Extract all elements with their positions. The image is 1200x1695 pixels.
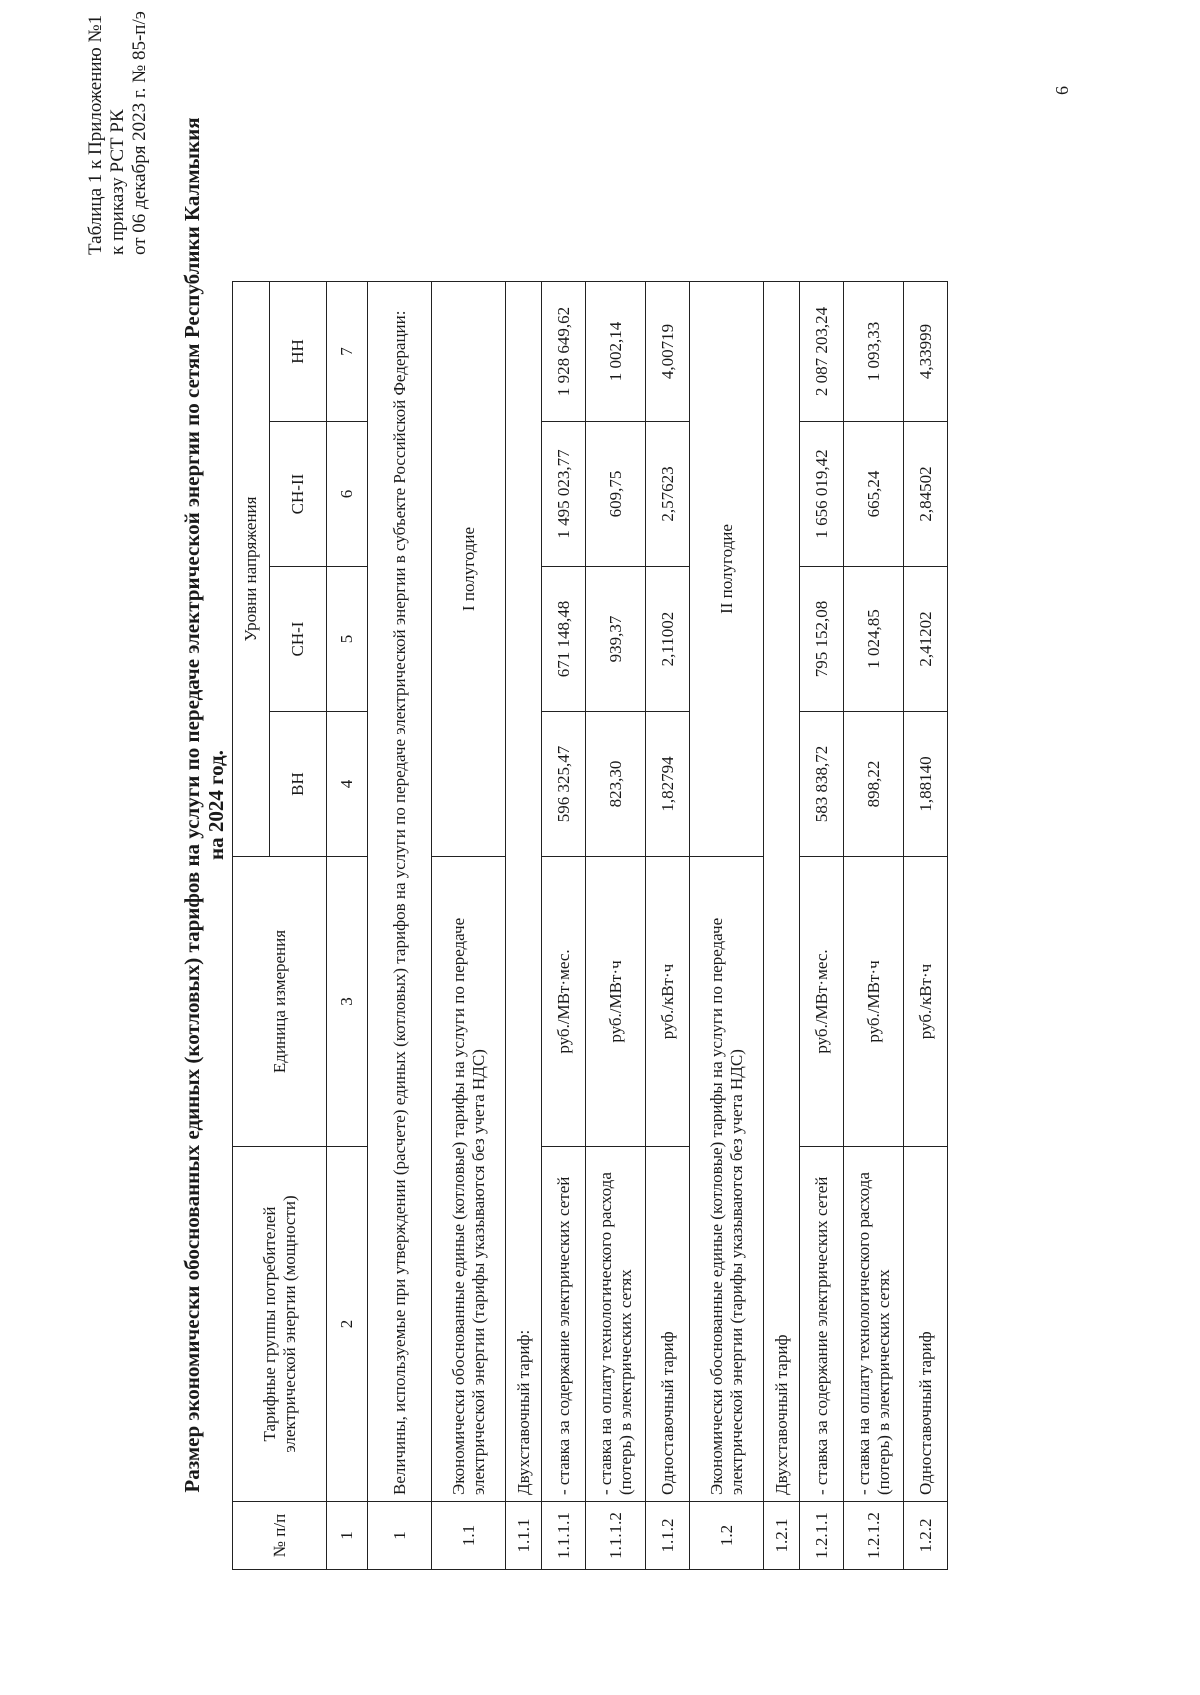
col-header-sn2: СН-II — [270, 422, 327, 567]
table-row — [800, 282, 844, 1570]
row-value-sn2: 609,75 — [586, 422, 646, 567]
header-note-line: к приказу РСТ РК — [107, 109, 128, 255]
col-index: 7 — [327, 282, 368, 422]
row-value-vn: 823,30 — [586, 712, 646, 857]
header-note-line: от 06 декабря 2023 г. № 85-п/э — [129, 11, 150, 255]
col-index: 6 — [327, 422, 368, 567]
row-unit: руб./кВт·ч — [904, 857, 948, 1147]
row-value-vn: 1,82794 — [646, 712, 690, 857]
row-value-sn2: 665,24 — [844, 422, 904, 567]
row-value-sn1: 939,37 — [586, 567, 646, 712]
row-num: 1.1.1 — [506, 1502, 542, 1570]
row-value-nn: 1 002,14 — [586, 282, 646, 422]
table-row — [844, 282, 904, 1570]
header-note-line: Таблица 1 к Приложению №1 — [85, 14, 106, 255]
col-header-vn: ВН — [270, 712, 327, 857]
row-value-sn2: 2,57623 — [646, 422, 690, 567]
col-index: 3 — [327, 857, 368, 1147]
row-value-sn1: 2,41202 — [904, 567, 948, 712]
row-unit: руб./кВт·ч — [646, 857, 690, 1147]
row-text: - ставка за содержание электрических сетей — [800, 1147, 844, 1502]
row-text: - ставка на оплату технологического расхода (потерь) в электрических сетях — [586, 1147, 646, 1502]
row-value-sn2: 1 656 019,42 — [800, 422, 844, 567]
row-unit: руб./МВт·мес. — [800, 857, 844, 1147]
col-header-num: № п/п — [233, 1502, 327, 1570]
col-index: 5 — [327, 567, 368, 712]
row-num: 1.2.1 — [764, 1502, 800, 1570]
row-text: Одноставочный тариф — [904, 1147, 948, 1502]
table-row — [368, 282, 432, 1570]
row-value-nn: 2 087 203,24 — [800, 282, 844, 422]
table-row — [646, 282, 690, 1570]
row-num: 1.1 — [432, 1502, 506, 1570]
row-num: 1 — [368, 1502, 432, 1570]
col-index: 1 — [327, 1502, 368, 1570]
row-text: Экономически обоснованные единые (котловые) тарифы на услуги по передаче электрической энергии (тарифы указываются без учета НДС) — [432, 857, 506, 1502]
col-header-group: Тарифные группы потребителей электрической энергии (мощности) — [233, 1147, 327, 1502]
row-value-sn1: 671 148,48 — [542, 567, 586, 712]
table-row — [904, 282, 948, 1570]
table-row — [432, 282, 506, 1570]
row-value-nn: 1 928 649,62 — [542, 282, 586, 422]
row-value-nn: 4,00719 — [646, 282, 690, 422]
col-header-levels: Уровни напряжения — [233, 282, 270, 857]
row-value-vn: 596 325,47 — [542, 712, 586, 857]
row-text: - ставка на оплату технологического расхода (потерь) в электрических сетях — [844, 1147, 904, 1502]
table-row — [764, 282, 800, 1570]
table-row — [690, 282, 764, 1570]
row-unit: руб./МВт·ч — [844, 857, 904, 1147]
row-value-sn2: 2,84502 — [904, 422, 948, 567]
col-header-sn1: СН-I — [270, 567, 327, 712]
col-index: 4 — [327, 712, 368, 857]
row-value-sn1: 795 152,08 — [800, 567, 844, 712]
row-value-vn: 898,22 — [844, 712, 904, 857]
row-unit: руб./МВт·мес. — [542, 857, 586, 1147]
table-row — [542, 282, 586, 1570]
row-num: 1.2.2 — [904, 1502, 948, 1570]
document-title: Размер экономически обоснованных единых (котловых) тарифов на услуги по передаче электрической энергии по сетям Республики Калмыкия на 2024 год. — [180, 117, 228, 1493]
row-text: - ставка за содержание электрических сетей — [542, 1147, 586, 1502]
table-row — [506, 282, 542, 1570]
page-number: 6 — [1052, 86, 1072, 95]
row-period: II полугодие — [690, 282, 764, 857]
tariff-table — [232, 281, 948, 1570]
row-num: 1.1.2 — [646, 1502, 690, 1570]
row-num: 1.1.1.2 — [586, 1502, 646, 1570]
header-note — [85, 11, 151, 255]
row-num: 1.2.1.2 — [844, 1502, 904, 1570]
row-text: Одноставочный тариф — [646, 1147, 690, 1502]
row-value-sn1: 2,11002 — [646, 567, 690, 712]
row-unit: руб./МВт·ч — [586, 857, 646, 1147]
row-value-nn: 4,33999 — [904, 282, 948, 422]
row-num: 1.1.1.1 — [542, 1502, 586, 1570]
row-text: Величины, используемые при утверждении (расчете) единых (котловых) тарифов на услуги по передаче электрической энергии в субъекте Российской Федерации: — [368, 282, 432, 1502]
row-period: I полугодие — [432, 282, 506, 857]
col-header-unit: Единица измерения — [233, 857, 327, 1147]
row-text: Двухставочный тариф: — [506, 282, 542, 1502]
row-num: 1.2 — [690, 1502, 764, 1570]
row-value-sn2: 1 495 023,77 — [542, 422, 586, 567]
row-value-vn: 583 838,72 — [800, 712, 844, 857]
row-text: Экономически обоснованные единые (котловые) тарифы на услуги по передаче электрической энергии (тарифы указываются без учета НДС) — [690, 857, 764, 1502]
row-value-sn1: 1 024,85 — [844, 567, 904, 712]
table-row — [586, 282, 646, 1570]
row-text: Двухставочный тариф — [764, 282, 800, 1502]
row-value-vn: 1,88140 — [904, 712, 948, 857]
row-num: 1.2.1.1 — [800, 1502, 844, 1570]
col-header-nn: НН — [270, 282, 327, 422]
col-index: 2 — [327, 1147, 368, 1502]
row-value-nn: 1 093,33 — [844, 282, 904, 422]
